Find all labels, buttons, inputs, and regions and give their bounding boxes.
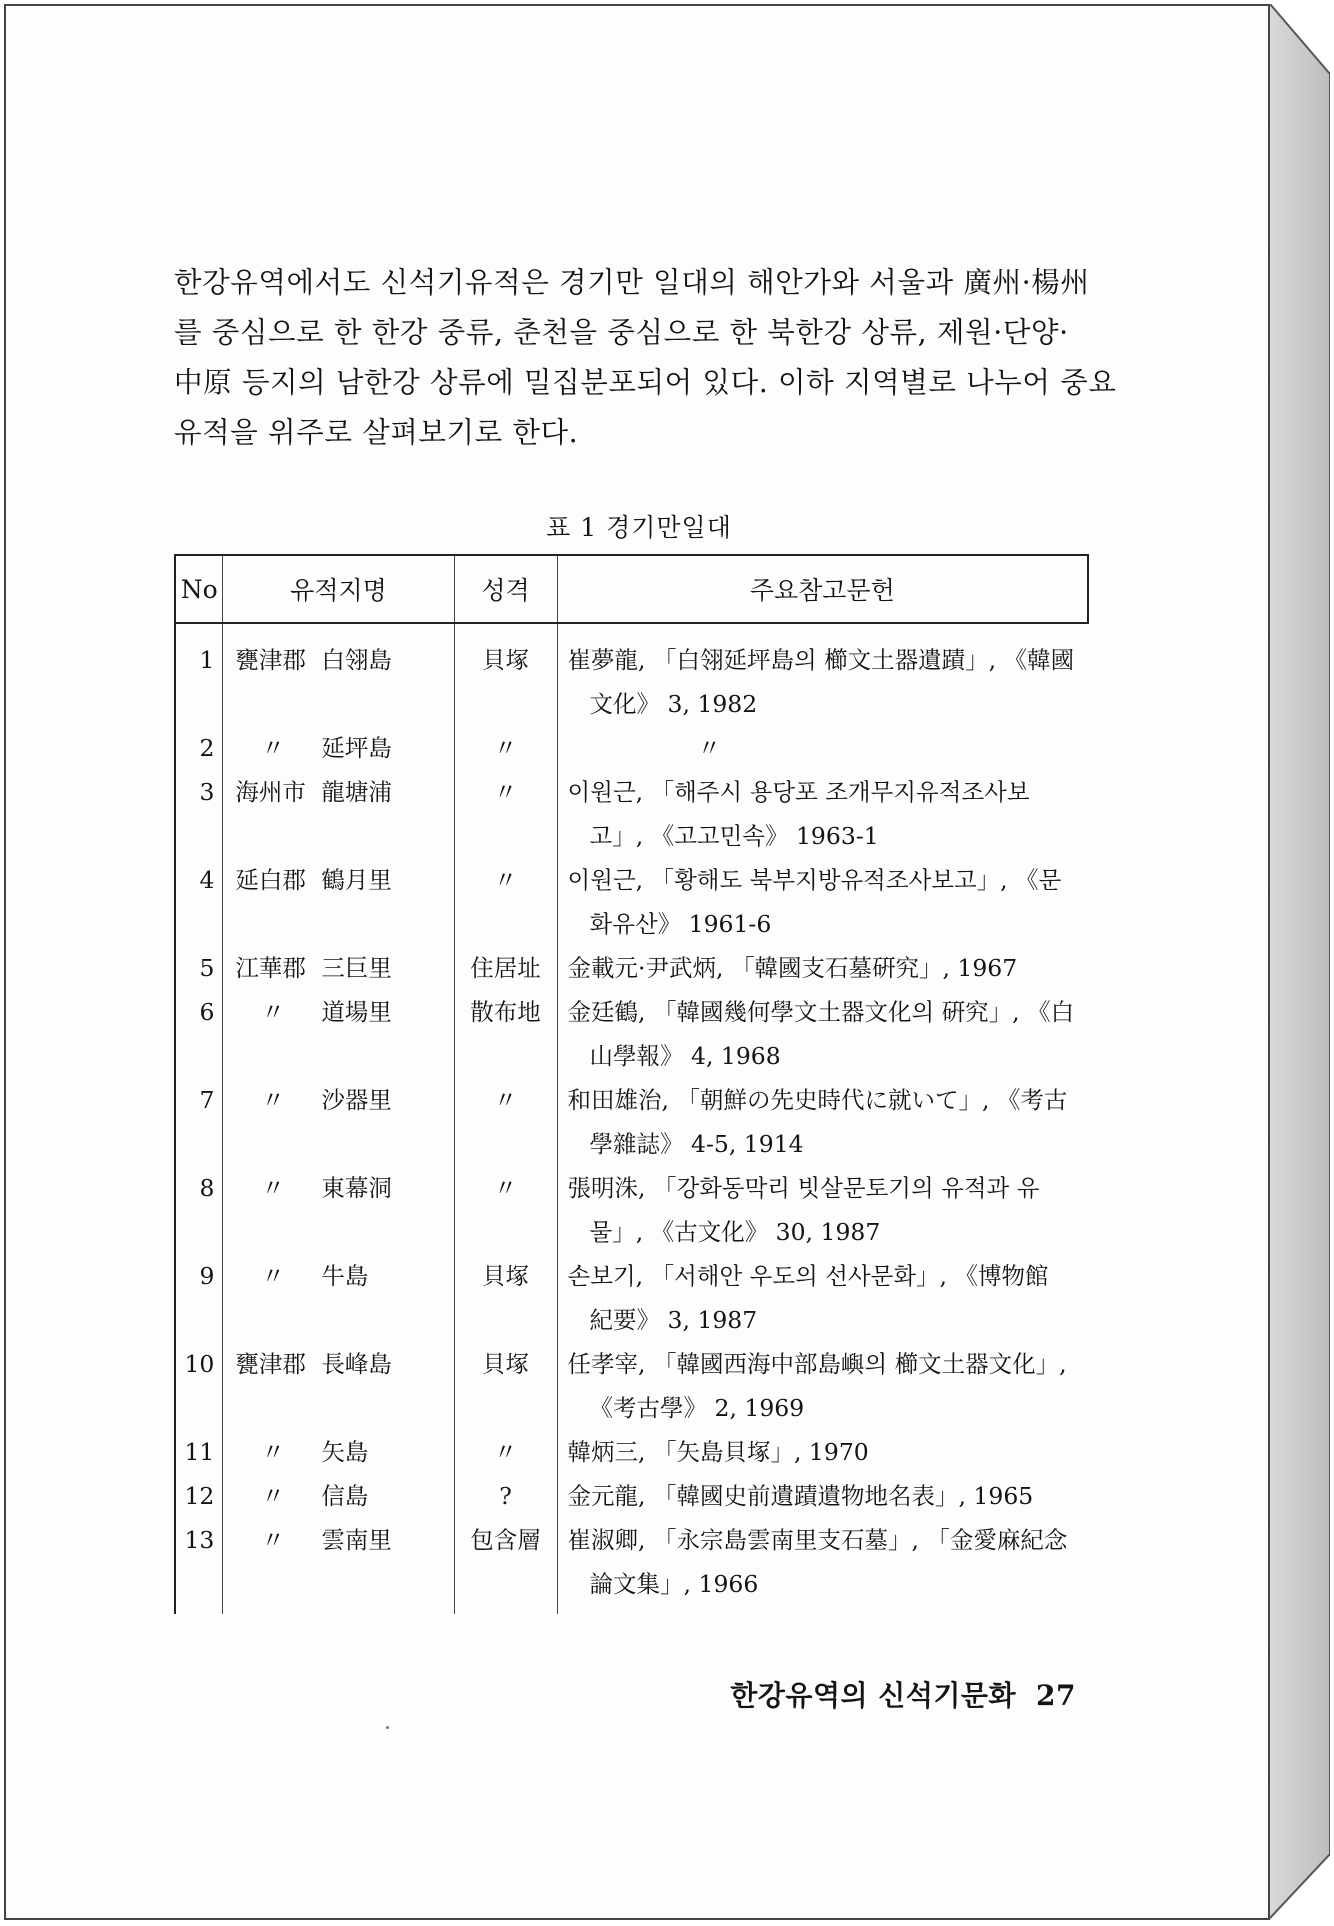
cell-reference (557, 1474, 1088, 1518)
site-character: 散布地 (470, 998, 541, 1026)
locality-name: 道場里 (321, 998, 392, 1026)
cell-character (454, 946, 557, 990)
locality-name: 三巨里 (321, 954, 392, 982)
site-name (235, 1078, 453, 1122)
reference-line: 文化》 3, 1982 (589, 690, 758, 718)
cell-character (454, 770, 557, 858)
cell-character (454, 1518, 557, 1606)
header-no: No (175, 555, 223, 623)
reference-line: 紀要》 3, 1987 (589, 1306, 758, 1334)
site-name (235, 1166, 453, 1210)
locality-name: 白翎島 (321, 646, 392, 674)
county-name: 〃 (261, 1482, 285, 1510)
site-name (235, 990, 453, 1034)
table-row (175, 1518, 1088, 1606)
county-name: 〃 (261, 734, 285, 762)
cell-site (223, 623, 454, 726)
cell-character (454, 1166, 557, 1254)
header-character: 성격 (454, 555, 557, 623)
county-name: 〃 (261, 1438, 285, 1466)
cell-no (175, 726, 223, 770)
page (4, 4, 1270, 1920)
site-name (235, 1342, 453, 1386)
county-name: 〃 (261, 1086, 285, 1114)
cell-reference (557, 858, 1088, 946)
site-character: 〃 (493, 778, 518, 806)
header-references: 주요참고문헌 (557, 555, 1088, 623)
scan-speck (386, 1726, 389, 1729)
table-row (175, 770, 1088, 858)
table-row (175, 990, 1088, 1078)
table-row (175, 1474, 1088, 1518)
cell-character (454, 623, 557, 726)
running-title: 한강유역의 신석기문화 (730, 1679, 1017, 1712)
reference-line: 任孝宰, 「韓國西海中部島嶼의 櫛文土器文化」, (567, 1350, 1067, 1378)
spacer-cell (223, 1606, 454, 1614)
cell-character (454, 1078, 557, 1166)
reference-line: 손보기, 「서해안 우도의 선사문화」, 《博物館 (567, 1262, 1049, 1290)
county-name: 甕津郡 (235, 1350, 306, 1378)
cell-reference (557, 1166, 1088, 1254)
table-row (175, 1254, 1088, 1342)
page-number: 27 (1036, 1679, 1076, 1712)
reference-line: 和田雄治, 「朝鮮の先史時代に就いて」, 《考古 (567, 1086, 1068, 1114)
row-number: 10 (184, 1350, 215, 1378)
reference-line: 〃 (697, 734, 722, 762)
cell-reference (557, 726, 1088, 770)
row-number: 13 (184, 1526, 215, 1554)
locality-name: 長峰島 (321, 1350, 392, 1378)
reference-line: 이원근, 「해주시 용당포 조개무지유적조사보 (567, 778, 1030, 806)
cell-reference (557, 1518, 1088, 1606)
table-caption: 표 1 경기만일대 (546, 513, 732, 542)
site-name (235, 946, 453, 990)
cell-reference (557, 1430, 1088, 1474)
reference-line: 화유산》 1961-6 (589, 910, 772, 938)
reference-line: 金載元·尹武炳, 「韓國支石墓硏究」, 1967 (567, 954, 1018, 982)
county-name: 海州市 (235, 778, 306, 806)
cell-site (223, 1254, 454, 1342)
cell-reference (557, 623, 1088, 726)
cell-character (454, 858, 557, 946)
cell-no (175, 1518, 223, 1606)
page-footer (6, 1674, 1076, 1714)
locality-name: 信島 (321, 1482, 369, 1510)
table-row (175, 1166, 1088, 1254)
cell-character (454, 726, 557, 770)
reference-line: 學雜誌》 4-5, 1914 (589, 1130, 804, 1158)
locality-name: 牛島 (321, 1262, 369, 1290)
cell-site (223, 946, 454, 990)
cell-character (454, 1430, 557, 1474)
row-number: 11 (184, 1438, 215, 1466)
cell-character (454, 1254, 557, 1342)
site-character: 貝塚 (482, 1262, 530, 1290)
page-stack-edge (1270, 4, 1330, 1920)
spacer-cell (175, 1606, 223, 1614)
locality-name: 東幕洞 (321, 1174, 392, 1202)
header-site-name: 유적지명 (223, 555, 454, 623)
cell-site (223, 1430, 454, 1474)
table-row (175, 946, 1088, 990)
site-character: 〃 (493, 1174, 518, 1202)
paragraph-line: 中原 등지의 남한강 상류에 밀집분포되어 있다. 이하 지역별로 나누어 중요 (174, 366, 1117, 399)
reference-line: 이원근, 「황해도 북부지방유적조사보고」, 《문 (567, 866, 1062, 894)
body-paragraph (174, 258, 1117, 458)
cell-no (175, 770, 223, 858)
table-row (175, 1430, 1088, 1474)
table-row (175, 1342, 1088, 1430)
cell-reference (557, 1342, 1088, 1430)
row-number: 4 (199, 866, 215, 894)
site-character: 貝塚 (482, 1350, 530, 1378)
cell-site (223, 990, 454, 1078)
reference-line: 論文集」, 1966 (589, 1570, 759, 1598)
cell-character (454, 1474, 557, 1518)
locality-name: 延坪島 (321, 734, 392, 762)
locality-name: 沙器里 (321, 1086, 392, 1114)
cell-reference (557, 1078, 1088, 1166)
reference-line: 《考古學》 2, 1969 (589, 1394, 805, 1422)
cell-no (175, 858, 223, 946)
locality-name: 雲南里 (321, 1526, 392, 1554)
reference-line: 山學報》 4, 1968 (589, 1042, 781, 1070)
paragraph-line: 유적을 위주로 살펴보기로 한다. (174, 416, 579, 449)
reference-line: 고」, 《고고민속》 1963-1 (589, 822, 879, 850)
cell-reference (557, 1254, 1088, 1342)
table-row (175, 858, 1088, 946)
site-character: 〃 (493, 866, 518, 894)
sites-table (174, 554, 1089, 1614)
cell-no (175, 1078, 223, 1166)
county-name: 江華郡 (235, 954, 306, 982)
locality-name: 矢島 (321, 1438, 369, 1466)
cell-no (175, 990, 223, 1078)
site-name (235, 638, 453, 682)
row-number: 6 (199, 998, 215, 1026)
paragraph-line: 한강유역에서도 신석기유적은 경기만 일대의 해안가와 서울과 廣州·楊州 (174, 266, 1090, 299)
site-name (235, 1474, 453, 1518)
site-name (235, 1518, 453, 1562)
table-row (175, 1078, 1088, 1166)
cell-site (223, 770, 454, 858)
county-name: 〃 (261, 1174, 285, 1202)
row-number: 2 (199, 734, 215, 762)
cell-no (175, 1430, 223, 1474)
site-character: 包含層 (470, 1526, 541, 1554)
spacer-cell (557, 1606, 1088, 1614)
cell-character (454, 1342, 557, 1430)
site-name (235, 726, 453, 770)
site-character: 〃 (493, 734, 518, 762)
site-character: 貝塚 (482, 646, 530, 674)
row-number: 5 (199, 954, 215, 982)
site-name (235, 1254, 453, 1298)
site-character: 〃 (493, 1086, 518, 1114)
site-character: 住居址 (470, 954, 541, 982)
cell-no (175, 1254, 223, 1342)
table-body (175, 623, 1088, 1614)
reference-line: 金元龍, 「韓國史前遺蹟遺物地名表」, 1965 (567, 1482, 1034, 1510)
row-number: 3 (199, 778, 215, 806)
row-number: 12 (184, 1482, 215, 1510)
county-name: 〃 (261, 1262, 285, 1290)
locality-name: 鶴月里 (321, 866, 392, 894)
locality-name: 龍塘浦 (321, 778, 392, 806)
county-name: 〃 (261, 1526, 285, 1554)
cell-character (454, 990, 557, 1078)
reference-line: 崔夢龍, 「白翎延坪島의 櫛文土器遺蹟」, 《韓國 (567, 646, 1075, 674)
cell-reference (557, 946, 1088, 990)
reference-line: 물」, 《古文化》 30, 1987 (589, 1218, 881, 1246)
county-name: 甕津郡 (235, 646, 306, 674)
cell-site (223, 1518, 454, 1606)
cell-site (223, 1166, 454, 1254)
cell-no (175, 1342, 223, 1430)
county-name: 延白郡 (235, 866, 306, 894)
cell-no (175, 1166, 223, 1254)
cell-site (223, 1342, 454, 1430)
row-number: 9 (199, 1262, 215, 1290)
table-row (175, 726, 1088, 770)
cell-site (223, 858, 454, 946)
table-spacer-row (175, 1606, 1088, 1614)
spacer-cell (454, 1606, 557, 1614)
site-name (235, 858, 453, 902)
cell-no (175, 623, 223, 726)
reference-line: 崔淑卿, 「永宗島雲南里支石墓」, 「金愛麻紀念 (567, 1526, 1068, 1554)
cell-no (175, 1474, 223, 1518)
table-header-row (175, 555, 1088, 623)
cell-reference (557, 770, 1088, 858)
cell-reference (557, 990, 1088, 1078)
row-number: 7 (199, 1086, 215, 1114)
cell-site (223, 1078, 454, 1166)
cell-no (175, 946, 223, 990)
cell-site (223, 1474, 454, 1518)
row-number: 8 (199, 1174, 215, 1202)
reference-line: 韓炳三, 「矢島貝塚」, 1970 (567, 1438, 869, 1466)
site-name (235, 770, 453, 814)
site-name (235, 1430, 453, 1474)
cell-site (223, 726, 454, 770)
table-row (175, 623, 1088, 726)
site-character: ? (499, 1482, 512, 1510)
county-name: 〃 (261, 998, 285, 1026)
reference-line: 金廷鶴, 「韓國幾何學文土器文化의 硏究」, 《白 (567, 998, 1075, 1026)
row-number: 1 (199, 646, 215, 674)
site-character: 〃 (493, 1438, 518, 1466)
reference-line: 張明洙, 「강화동막리 빗살문토기의 유적과 유 (567, 1174, 1040, 1202)
paragraph-line: 를 중심으로 한 한강 중류, 춘천을 중심으로 한 북한강 상류, 제원·단양· (174, 316, 1069, 349)
